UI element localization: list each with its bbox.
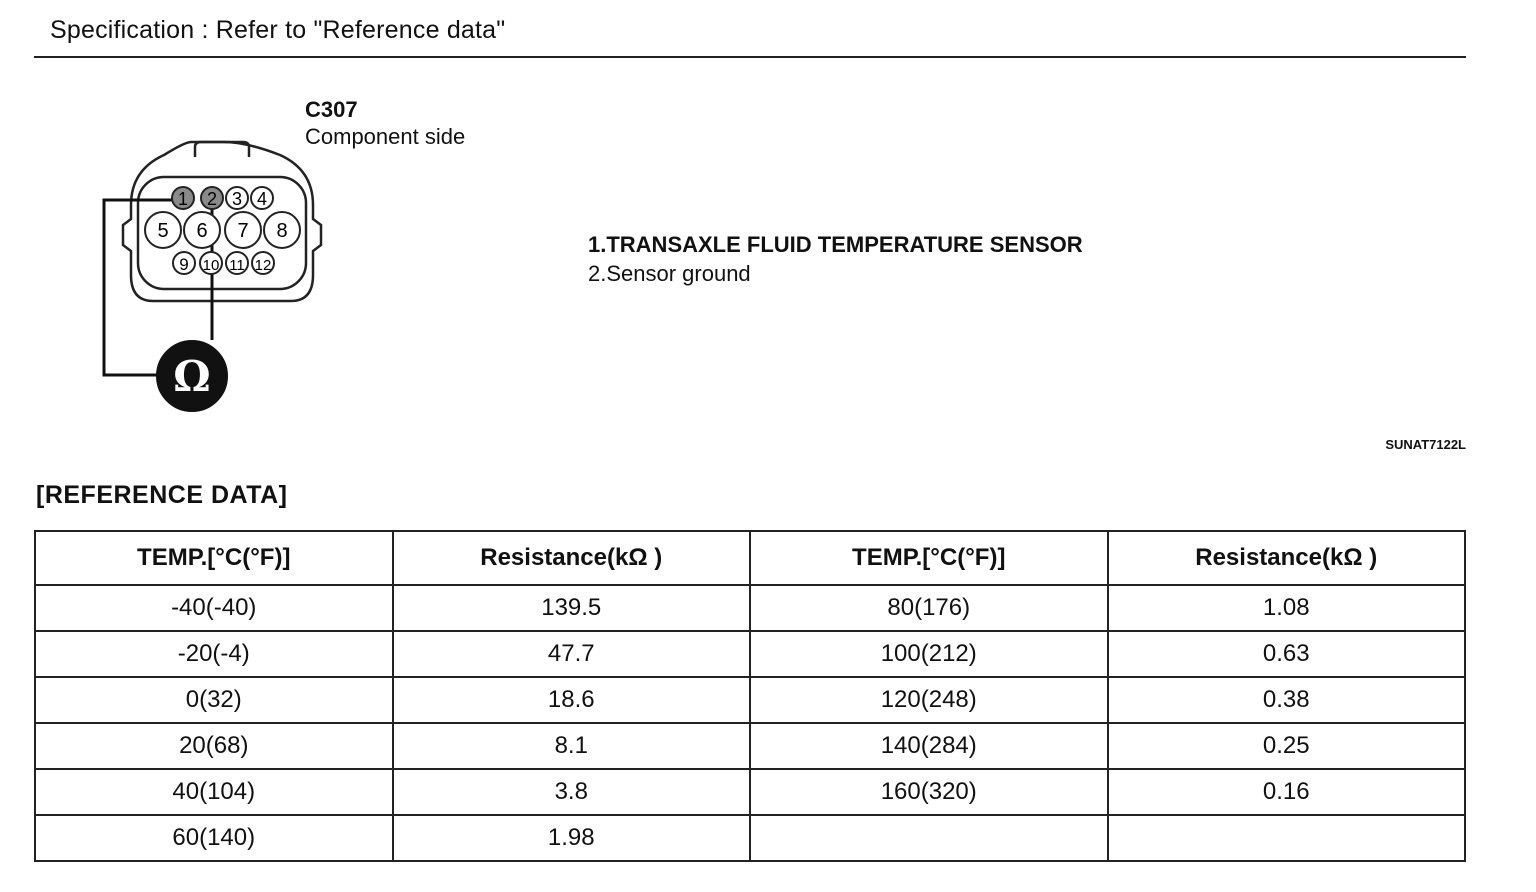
temp-cell: 120(248) <box>750 677 1108 723</box>
resistance-cell: 3.8 <box>393 769 751 815</box>
pin-12-label: 12 <box>254 257 272 274</box>
temp-cell <box>750 815 1108 861</box>
pin-7-label: 7 <box>237 220 249 242</box>
pin-row-3 <box>173 252 274 274</box>
ohmmeter-icon <box>157 341 227 411</box>
temp-cell: 100(212) <box>750 631 1108 677</box>
figure-code: SUNAT7122L <box>1385 437 1466 452</box>
temp-cell: -40(-40) <box>35 585 393 631</box>
table-row <box>35 815 1465 861</box>
pin-3-label: 3 <box>231 189 243 209</box>
header-temp: TEMP.[°C(°F)] <box>750 531 1108 585</box>
specification-text: Specification : Refer to "Reference data" <box>50 16 506 44</box>
table-row <box>35 585 1465 631</box>
resistance-cell: 0.38 <box>1108 677 1466 723</box>
pin-6-label: 6 <box>196 220 208 242</box>
resistance-cell: 8.1 <box>393 723 751 769</box>
header-resistance: Resistance(kΩ ) <box>393 531 751 585</box>
temp-cell: 80(176) <box>750 585 1108 631</box>
table-row <box>35 677 1465 723</box>
pin-2-label: 2 <box>206 189 218 209</box>
resistance-cell: 18.6 <box>393 677 751 723</box>
table-row <box>35 631 1465 677</box>
pin-9-label: 9 <box>179 255 189 274</box>
resistance-cell: 139.5 <box>393 585 751 631</box>
temp-cell: -20(-4) <box>35 631 393 677</box>
header-temp: TEMP.[°C(°F)] <box>35 531 393 585</box>
temp-cell: 160(320) <box>750 769 1108 815</box>
table-header-row <box>35 531 1465 585</box>
temp-cell: 0(32) <box>35 677 393 723</box>
pin-11-label: 11 <box>229 257 245 274</box>
table-row <box>35 723 1465 769</box>
table-row <box>35 769 1465 815</box>
pin-8-label: 8 <box>276 220 288 242</box>
connector-diagram <box>95 125 335 415</box>
resistance-cell <box>1108 815 1466 861</box>
reference-data-table <box>34 530 1466 862</box>
pin-legend <box>588 231 1083 288</box>
reference-data-title: [REFERENCE DATA] <box>36 481 288 509</box>
header-resistance: Resistance(kΩ ) <box>1108 531 1466 585</box>
resistance-cell: 1.98 <box>393 815 751 861</box>
resistance-cell: 47.7 <box>393 631 751 677</box>
connector-side-label: Component side <box>305 123 466 149</box>
temp-cell: 140(284) <box>750 723 1108 769</box>
resistance-cell: 1.08 <box>1108 585 1466 631</box>
resistance-cell: 0.16 <box>1108 769 1466 815</box>
header-divider <box>34 56 1466 58</box>
pin-10-label: 10 <box>202 257 220 274</box>
connector-id: C307 <box>305 97 358 122</box>
ohm-symbol: Ω <box>173 352 211 401</box>
connector-diagram-svg <box>95 125 335 415</box>
temp-cell: 20(68) <box>35 723 393 769</box>
pin-row-1 <box>172 187 273 209</box>
pin-5-label: 5 <box>157 220 169 242</box>
temp-cell: 40(104) <box>35 769 393 815</box>
pin-legend-1: 1.TRANSAXLE FLUID TEMPERATURE SENSOR <box>588 232 1083 257</box>
pin-row-2 <box>145 212 300 248</box>
temp-cell: 60(140) <box>35 815 393 861</box>
resistance-cell: 0.63 <box>1108 631 1466 677</box>
pin-legend-2: 2.Sensor ground <box>588 260 751 286</box>
pin-4-label: 4 <box>256 189 268 209</box>
pin-1-label: 1 <box>177 189 189 209</box>
resistance-cell: 0.25 <box>1108 723 1466 769</box>
